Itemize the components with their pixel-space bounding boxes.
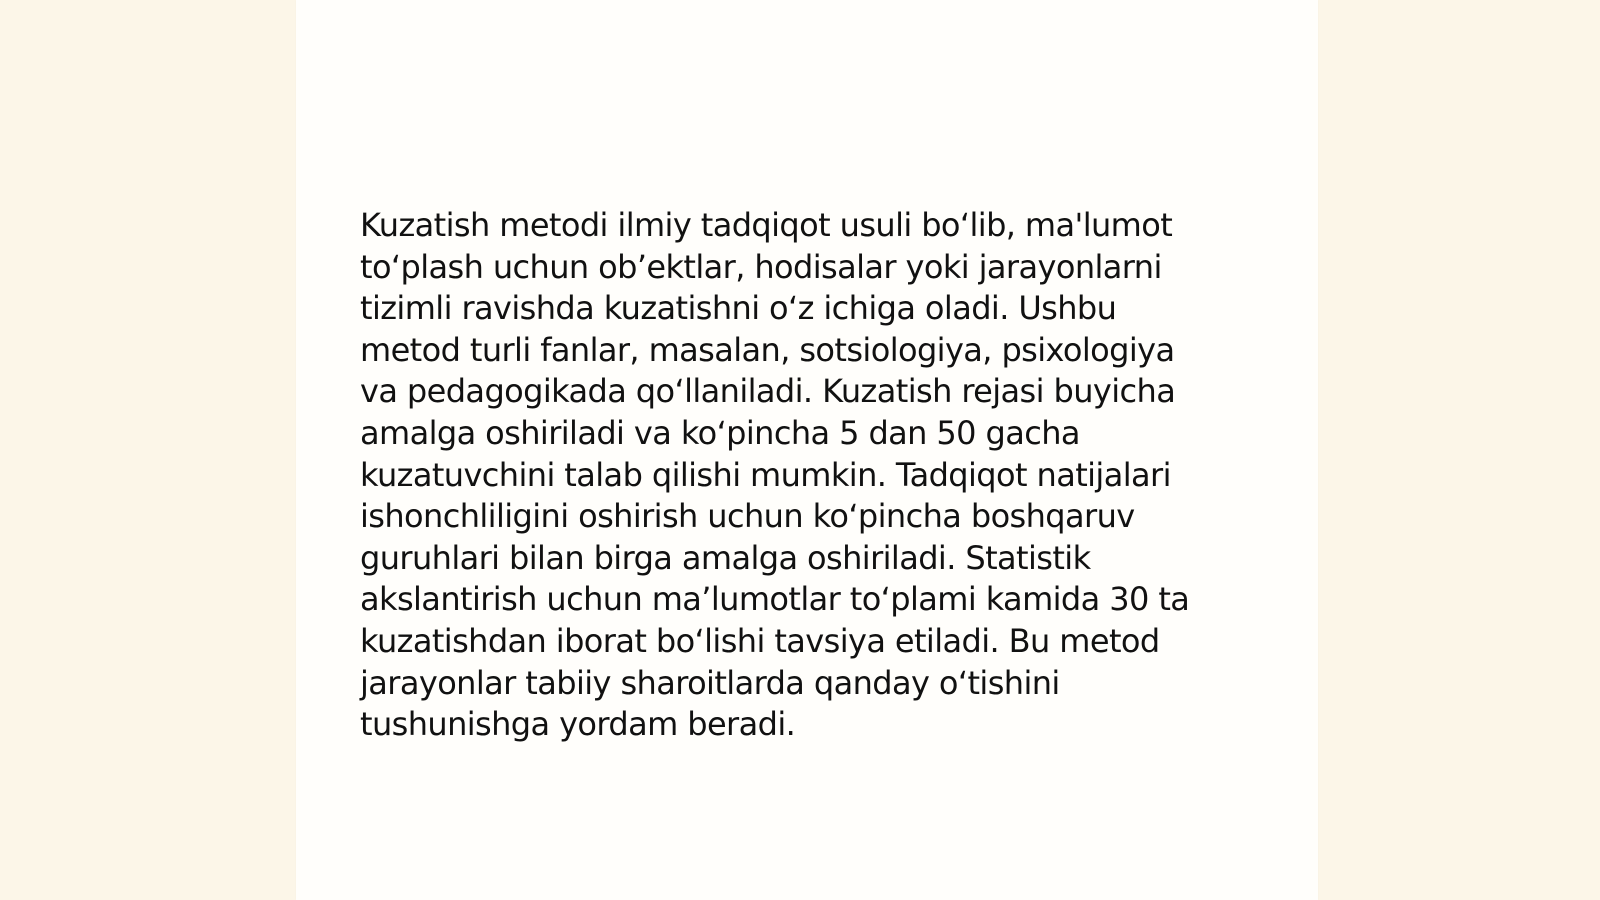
body-paragraph xyxy=(360,205,1260,746)
text-line: guruhlari bilan birga amalga oshiriladi. Statistik xyxy=(360,538,1091,577)
text-line: ishonchliligini oshirish uchun ko‘pincha boshqaruv xyxy=(360,497,1135,536)
text-line: tushunishga yordam beradi. xyxy=(360,705,796,744)
text-line: Kuzatish metodi ilmiy tadqiqot usuli bo‘lib, ma'lumot xyxy=(360,206,1173,244)
text-line: jarayonlar tabiiy sharoitlarda qanday o‘tishini xyxy=(360,663,1060,702)
text-line: tizimli ravishda kuzatishni o‘z ichiga oladi. Ushbu xyxy=(360,289,1117,328)
document-sheet xyxy=(296,0,1318,900)
text-line: kuzatishdan iborat bo‘lishi tavsiya etiladi. Bu metod xyxy=(360,621,1160,660)
text-line: metod turli fanlar, masalan, sotsiologiya, psixologiya xyxy=(360,330,1175,369)
text-line: to‘plash uchun ob’ektlar, hodisalar yoki jarayonlarni xyxy=(360,247,1162,286)
text-line: kuzatuvchini talab qilishi mumkin. Tadqiqot natijalari xyxy=(360,455,1171,494)
text-line: akslantirish uchun ma’lumotlar to‘plami kamida 30 ta xyxy=(360,580,1190,619)
text-line: amalga oshiriladi va ko‘pincha 5 dan 50 gacha xyxy=(360,413,1080,452)
text-line: va pedagogikada qo‘llaniladi. Kuzatish rejasi buyicha xyxy=(360,372,1176,411)
